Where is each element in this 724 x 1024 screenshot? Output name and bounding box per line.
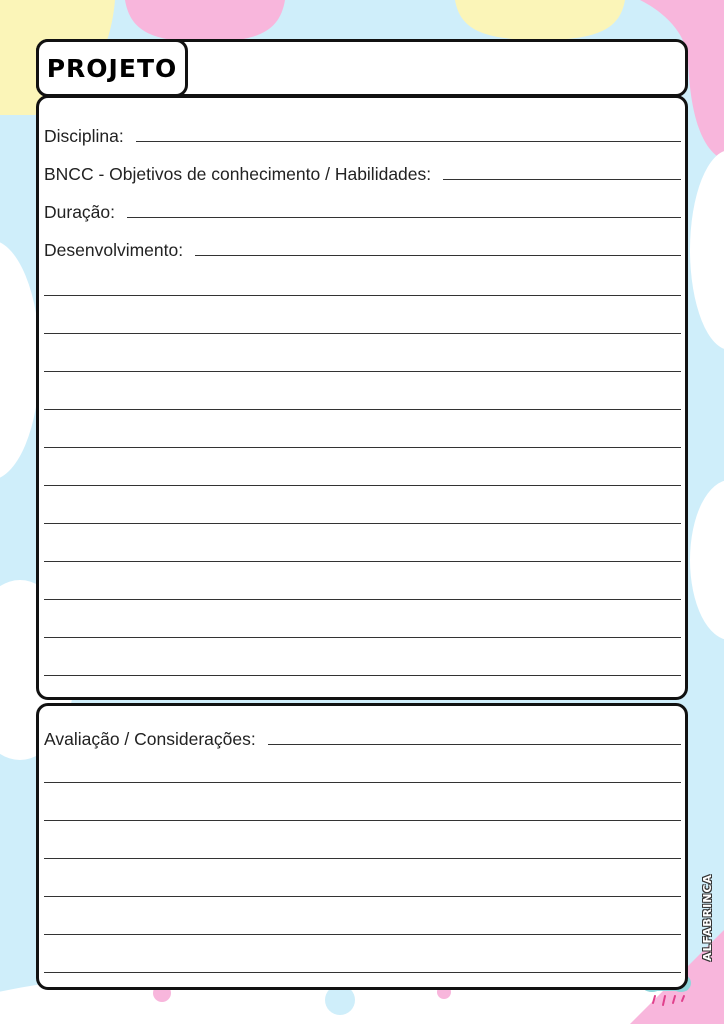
field-avaliacao[interactable] [44,726,681,748]
cloud-right-1 [690,150,724,350]
field-line-disciplina[interactable] [136,141,681,142]
blank-writing-line[interactable] [44,409,681,410]
field-duracao[interactable] [44,199,681,221]
blank-writing-line[interactable] [44,371,681,372]
brand-logo [696,868,720,966]
blank-writing-line[interactable] [44,934,681,935]
blank-writing-line[interactable] [44,896,681,897]
blank-writing-line[interactable] [44,820,681,821]
blank-writing-line[interactable] [44,972,681,973]
blank-writing-line[interactable] [44,485,681,486]
blank-writing-line[interactable] [44,858,681,859]
blank-writing-line[interactable] [44,782,681,783]
cloud-left-1 [0,240,40,480]
field-disciplina[interactable] [44,123,681,145]
blank-writing-line[interactable] [44,333,681,334]
field-label-duracao: Duração: [44,202,116,222]
field-line-duracao[interactable] [127,217,681,218]
yellow-balloon-top [455,0,625,40]
blank-writing-line[interactable] [44,523,681,524]
blank-writing-line[interactable] [44,447,681,448]
title-tab [36,39,188,97]
field-label-desenvolvimento: Desenvolvimento: [44,240,184,260]
blue-dot-left [0,866,20,894]
field-line-avaliacao[interactable] [268,744,681,745]
field-line-desenvolvimento[interactable] [195,255,681,256]
field-label-bncc: BNCC - Objetivos de conhecimento / Habilidades: [44,164,432,184]
field-line-bncc[interactable] [443,179,681,180]
field-label-disciplina: Disciplina: [44,126,124,146]
field-label-avaliacao: Avaliação / Considerações: [44,729,256,749]
pink-balloon-top [125,0,285,42]
field-bncc[interactable] [44,161,681,183]
project-form-card [36,95,688,700]
field-desenvolvimento[interactable] [44,237,681,259]
blank-writing-line[interactable] [44,561,681,562]
brand-name: ALFABRINCA [701,873,715,961]
blank-writing-line[interactable] [44,675,681,676]
blank-writing-line[interactable] [44,295,681,296]
page-title: PROJETO [46,53,178,83]
cloud-right-2 [690,480,724,640]
blank-writing-line[interactable] [44,599,681,600]
blank-writing-line[interactable] [44,637,681,638]
